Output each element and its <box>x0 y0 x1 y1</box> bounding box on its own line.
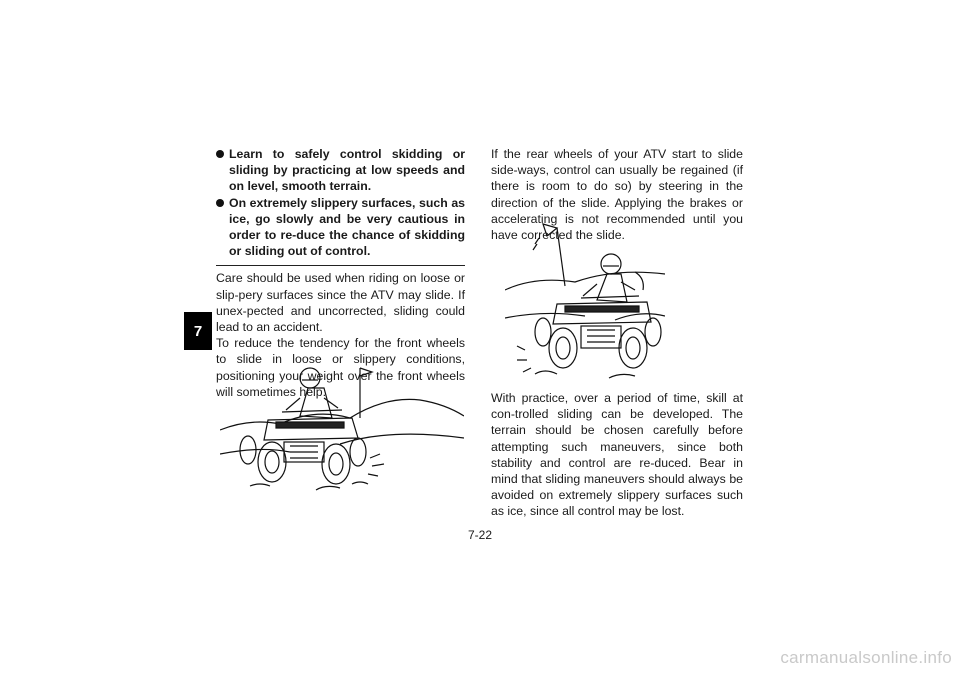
atv-illustration-front-weight <box>220 358 464 506</box>
bullet-item <box>216 195 465 260</box>
warning-bullet-list <box>216 146 465 259</box>
bullet-text: Learn to safely control skidding or sliding by practicing at low speeds and on level, smooth terrain. <box>229 147 465 194</box>
bullet-dot-icon <box>216 150 224 158</box>
bullet-text: On extremely slippery surfaces, such as ice, go slowly and be very cautious in order to re-duce the chance of skidding or sliding out of control. <box>229 195 465 259</box>
atv-illustration-rear-slide <box>505 220 665 386</box>
warning-divider <box>216 265 465 266</box>
chapter-number: 7 <box>193 322 203 340</box>
bullet-item <box>216 146 465 195</box>
right-column-lower <box>491 390 743 520</box>
page-number: 7-22 <box>468 528 493 542</box>
bullet-dot-icon <box>216 199 224 207</box>
paragraph: To reduce the tendency for the front wheels to slide in loose or slippery conditions, positioning your weight over the front wheels will sometimes help. <box>216 336 465 399</box>
watermark: carmanualsonline.info <box>780 648 952 667</box>
paragraph: With practice, over a period of time, skill at con-trolled sliding can be developed. The terrain should be chosen carefully before attempting such maneuvers, since both stability and control are re-duced. Bear in mind that sliding maneuvers should always be avoided on extremely slippery surfaces such as ice, since all control may be lost. <box>491 391 743 519</box>
chapter-tab <box>184 312 212 350</box>
paragraph: If the rear wheels of your ATV start to slide side-ways, control can usually be regained (if there is room to do so) by steering in the direction of the slide. Applying the brakes or accelerating is not recommended until you have corrected the slide. <box>491 147 743 243</box>
paragraph: Care should be used when riding on loose or slip-pery surfaces since the ATV may slide. If unex-pected and uncorrected, sliding could lead to an accident. <box>216 271 465 335</box>
